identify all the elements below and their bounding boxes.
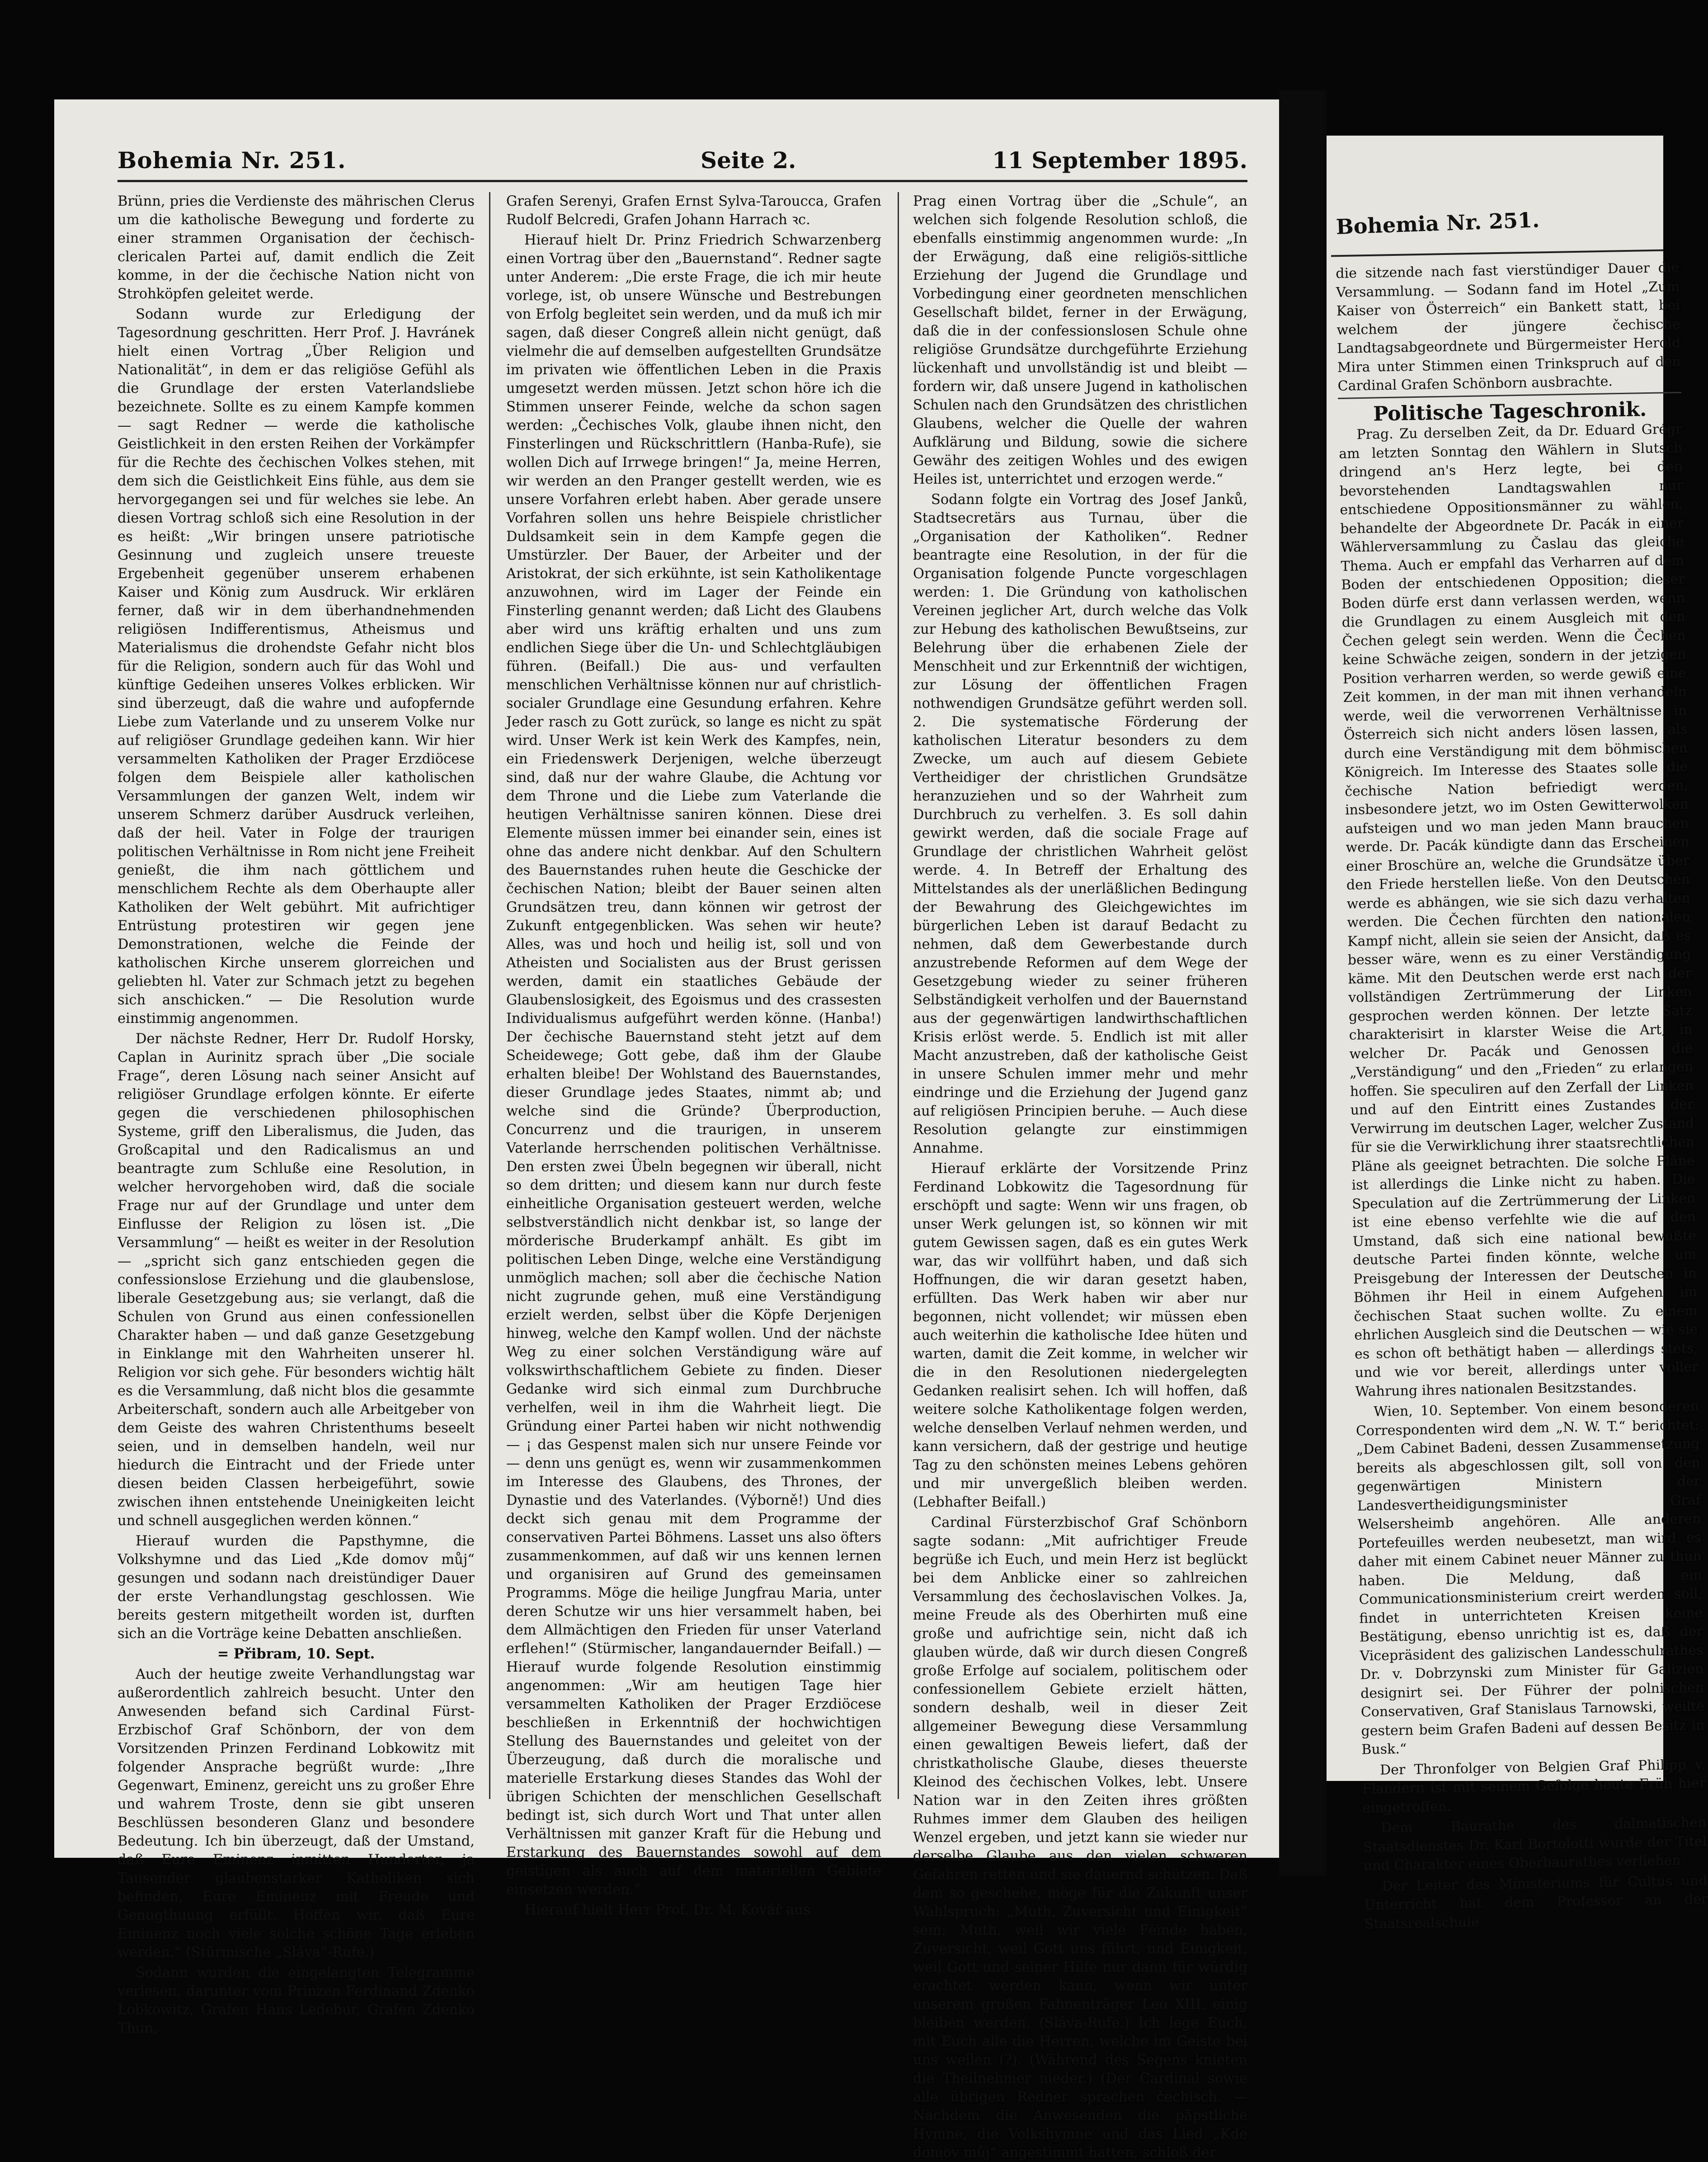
paragraph: Sodann wurden die eingelangten Telegramme verlesen, darunter vom Prinzen Ferdinand Zdenko Lobkowitz, Grafen Hans Ledebur, Grafen Zdenko Thun, [118,1965,475,2036]
paragraph: Cardinal Fürsterzbischof Graf Schönborn sagte sodann: „Mit aufrichtiger Freude begrüße ich Euch, und mein Herz ist beglückt bei dem Anblicke einer so zahlreichen Versammlung des čechoslavischen Volkes. Ja, meine Freude als des Oberhirten muß eine große und aufrichtige sein, nicht daß ich glauben würde, daß wir durch diesen Congreß große Erfolge auf socialem, politischem oder confessionellem Gebiete erzielt hätten, sondern deshalb, weil in dieser Zeit allgemeiner Bewegung diese Versammlung einen gewaltigen Beweis liefert, daß der christkatholische Glaube, dieses theuerste Kleinod des čechischen Volkes, lebt. Unsere Nation war in den Zeiten ihres größten Ruhmes immer dem Glauben des heiligen Wenzel ergeben, und jetzt kann sie wieder nur derselbe Glaube aus den vielen schweren Gefahren retten und sie dauernd schützen. Daß dem so geschehe, möge für die Zukunft unser Wahlspruch: „Muth, Zuversicht und Einigkeit“ sein; Muth, weil wir viele Feinde haben, Zuversicht, weil Gott uns führt, und Einigkeit, weil Gott und seiner Hilfe nur dann für würdig erachtet werden kann, wenn wir unter unserem großen Fahnenträger Leo XIII. einig bleiben werden. (Sláva-Rufe.) Ich lege Euch, mit Euch alle die Herren, welche im Geiste bei uns weilen (?). (Während des Segens knieten die Theilnehmer nieder.) (Der Cardinal sowie alle übrigen Redner sprachen čechisch. — Nachdem die Anwesenden die päpstliche Hymne, die Volkshymne und das Lied „Kde domov můj“ angestimmt hatten, schloß der [913,1515,1247,2161]
column-divider [489,192,490,1799]
column-1 [118,192,475,2036]
paragraph: Dem Baurathe des dalmatischen Staatsdienstes Dr. Karl Bortolotti wurde der Titel und Charakter eines Oberbaurathes verliehen. [1363,1814,1707,1874]
paragraph: Hierauf hielt Dr. Prinz Friedrich Schwarzenberg einen Vortrag über den „Bauernstand“. Redner sagte unter Anderem: „Die erste Frage, die ich mir heute vorlege, ist, ob unsere Wünsche und Bestrebungen von Erfolg begleitet sein werden, und da muß ich mir sagen, daß dieser Congreß allein nicht genügt, daß vielmehr die auf demselben aufgestellten Grundsätze im privaten wie öffentlichen Leben in die Praxis umgesetzt werden müssen. Jetzt schon höre ich die Stimmen unserer Feinde, welche da schon sagen werden: „Čechisches Volk, glaube ihnen nicht, den Finsterlingen und Rückschrittlern (Hanba-Rufe), sie wollen Dich auf Irrwege bringen!“ Ja, meine Herren, wir werden an den Pranger gestellt werden, wie es unsere Vorfahren erlebt haben. Aber gerade unsere Vorfahren sollen uns hehre Beispiele christlicher Duldsamkeit sein in dem Kampfe gegen die Umstürzler. Der Bauer, der Arbeiter und der Aristokrat, der sich erkühnte, ist sein Katholikentage anzuwohnen, wird im Lager der Feinde ein Finsterling genannt werden; daß Licht des Glaubens aber wird uns kräftig erhalten und uns zum endlichen Siege über die Un- und Schlechtgläubigen führen. (Beifall.) Die aus- und verfaulten menschlichen Verhältnisse können nur auf christlich-socialer Grundlage eine Gesundung erfahren. Kehre Jeder rasch zu Gott zurück, so lange es nicht zu spät wird. Unser Werk ist kein Werk des Kampfes, nein, ein Friedenswerk Derjenigen, welche überzeugt sind, daß nur der wahre Glaube, die Achtung vor dem Throne und die Liebe zum Vaterlande die heutigen Verhältnisse saniren können. Diese drei Elemente müssen immer bei einander sein, eines ist ohne das andere nicht denkbar. Auf den Schultern des Bauernstandes ruhen heute die Geschicke der čechischen Nation; bleibt der Bauer seinen alten Grundsätzen treu, dann können wir getrost der Zukunft entgegenblicken. Was sehen wir heute? Alles, was und hoch und heilig ist, soll und von Atheisten und Socialisten aus der Brust gerissen werden, damit ein staatliches Gebäude der Glaubenslosigkeit, des Egoismus und des crassesten Individualismus aufgeführt werden könne. (Hanba!) Der čechische Bauernstand steht jetzt auf dem Scheidewege; Gott gebe, daß ihm der Glaube erhalten bleibe! Der Wohlstand des Bauernstandes, dieser Grundlage jedes Staates, nimmt ab; und welche sind die Gründe? Überproduction, Concurrenz und die traurigen, in unserem Vaterlande herrschenden politischen Verhältnisse. Den ersten zwei Übeln begegnen wir überall, nicht so dem dritten; und diesem kann nur durch feste einheitliche Organisation gesteuert werden, welche selbstverständlich nicht denkbar ist, so lange der mörderische Bruderkampf anhält. Es gibt im politischen Leben Dinge, welche eine Verständigung unmöglich machen; soll aber die čechische Nation nicht zugrunde gehen, muß eine Verständigung erzielt werden, selbst über die Köpfe Derjenigen hinweg, welche den Kampf wollen. Und der nächste Weg zu einer solchen Verständigung wäre auf volkswirthschaftlichem Gebiete zu finden. Dieser Gedanke wird sich einmal zum Durchbruche verhelfen, weil in ihm die Wahrheit liegt. Die Gründung einer Partei haben wir nicht nothwendig — ¡ das Gespenst malen sich nur unsere Feinde vor — denn uns genügt es, wenn wir zusammenkommen im Interesse des Glaubens, des Thrones, der Dynastie und des Vaterlandes. (Výborně!) Und dies deckt sich genau mit dem Programme der conservativen Partei Böhmens. Lasset uns also öfters zusammenkommen, auf daß wir uns kennen lernen und organisiren auf Grund des gemeinsamen Programms. Möge die heilige Jungfrau Maria, unter deren Schutze wir uns hier versammelt haben, bei dem Allmächtigen den Frieden für unser Vaterland erflehen!“ (Stürmischer, langandauernder Beifall.) — Hierauf wurde folgende Resolution einstimmig angenommen: „Wir am heutigen Tage hier versammelten Katholiken der Prager Erzdiöcese beschließen in Erkenntniß der hochwichtigen Stellung des Bauernstandes und geleitet von der Überzeugung, daß durch die moralische und materielle Erstarkung dieses Standes das Wohl der übrigen Schichten der menschlichen Gesellschaft bedingt ist, sich durch Wort und That unter allen Verhältnissen mit ganzer Kraft für die Hebung und Erstarkung des Bauernstandes sowohl auf dem geistigen als auch auf dem materiellen Gebiete einsetzen werden.“ [506,232,881,1898]
header-date: 11 September 1895. [992,147,1247,174]
right-page-masthead: Bohemia Nr. 251. [1336,207,1540,239]
paragraph: Hierauf erklärte der Vorsitzende Prinz Ferdinand Lobkowitz die Tagesordnung für erschöpft und sagte: Wenn wir uns fragen, ob unser Werk gelungen ist, so können wir mit gutem Gewissen sagen, daß es ein gutes Werk war, das wir vollführt haben, und daß sich Hoffnungen, die wir daran gesetzt haben, erfüllten. Das Werk haben wir aber nur begonnen, nicht vollendet; wir müssen eben auch weiterhin die katholische Idee hüten und warten, damit die Zeit komme, in welcher wir die in den Resolutionen niedergelegten Gedanken realisirt sehen. Ich will hoffen, daß weitere solche Katholikentage folgen werden, welche denselben Verlauf nehmen werden, und kann versichern, daß der gestrige und heutige Tag zu den schönsten meines Lebens gehören und mir unvergeßlich bleiben werden. (Lebhafter Beifall.) [913,1161,1247,1510]
header-rule [1331,250,1663,257]
paragraph: Auch der heutige zweite Verhandlungstag war außerordentlich zahlreich besucht. Unter den Anwesenden befand sich Cardinal Fürst-Erzbischof Graf Schönborn, der von dem Vorsitzenden Prinzen Ferdinand Lobkowitz mit folgender Ansprache begrüßt wurde: „Ihre Gegenwart, Eminenz, gereicht uns zu großer Ehre und wahrem Troste, denn sie gibt unseren Beschlüssen besonderen Glanz und besondere Bedeutung. Ich bin überzeugt, daß der Umstand, daß Eure Eminenz inmitten Hunderter, ja Tausender glaubenstarker Katholiken sich befinden, Eure Eminenz mit Freude und Genugthuung erfüllt. Hoffen wir, daß Eure Eminenz noch viele solche schöne Tage erleben werden.“ (Stürmische „Sláva“-Rufe.) [118,1667,475,1960]
paragraph: Prag. Zu derselben Zeit, da Dr. Eduard Grégr am letzten Sonntag den Wählern in Slutsch dringend an's Herz legte, bei den bevorstehenden Landtagswahlen nur entschiedene Oppositionsmänner zu wählen, behandelte der Abgeordnete Dr. Pacák in einer Wählerversammlung zu Časlau das gleiche Thema. Auch er empfahl das Verharren auf dem Boden der entschiedenen Opposition; dieser Boden dürfe erst dann verlassen werden, wenn die Grundlagen zu einem Ausgleich mit den Čechen gelegt sein werden. Wenn die Čechen keine Schwäche zeigen, sondern in der jetzigen Position verharren werden, so werde gewiß eine Zeit kommen, in der man mit ihnen verhandeln werde, weil die verworrenen Verhältnisse in Österreich sich nicht anders lösen lassen, als durch eine Verständigung mit dem böhmischen Königreich. Im Interesse des Staates solle die čechische Nation befriedigt werden, insbesondere jetzt, wo im Osten Gewitterwolken aufsteigen und wo man jeden Mann brauchen werde. Dr. Pacák kündigte dann das Erscheinen einer Broschüre an, welche die Grundsätze über den Friede herstellen ließe. Von den Deutschen werde es abhängen, wie sie sich dazu verhalten werden. Die Čechen fürchten den nationalen Kampf nicht, allein sie seien der Ansicht, daß es besser wäre, wenn es zu einer Verständigung käme. Mit den Deutschen werde erst nach der vollständigen Zertrümmerung der Linken gesprochen werden können. Der letzte Satz charakterisirt in klarster Weise die Art, in welcher Dr. Pacák und Genossen die „Verständigung“ und den „Frieden“ zu erlangen hoffen. Sie speculiren auf den Zerfall der Linken und auf den Eintritt eines Zustandes der Verwirrung im deutschen Lager, welcher Zustand für sie die Verwirklichung ihrer staatsrechtlichen Pläne als geeignet betrachten. Die solche Pläne ist allerdings die Linke nicht zu haben. Die Speculation auf die Zertrümmerung der Linken ist eine ebenso verfehlte wie die auf den Umstand, daß sich eine national bewußte deutsche Partei finden könnte, welche um Preisgebung der Interessen der Deutschen in Böhmen ihr Heil in einem Aufgehen im čechischen Staat suchen wollte. Zu einem ehrlichen Ausgleich sind die Deutschen — wie sie es schon oft bethätigt haben — allerdings stets, und wie vor bereit, allerdings unter voller Wahrung ihres nationalen Besitzstandes. [1339,421,1699,1400]
page-header [118,147,1247,183]
column-divider [898,192,899,1799]
paragraph: die sitzende nach fast vierstündiger Dauer die Versammlung. — Sodann fand im Hotel „Zum Kaiser von Österreich“ ein Bankett statt, bei welchem der jüngere čechische Landtagsabgeordnete und Bürgermeister Herold Mira unter Stimmen einen Trinkspruch auf den Cardinal Grafen Schönborn ausbrachte. [1336,259,1681,394]
right-page-column [1336,259,1708,1936]
dateline: = Přibram, 10. Sept. [217,1646,375,1662]
paragraph: Hierauf wurden die Papsthymne, die Volkshymne und das Lied „Kde domov můj“ gesungen und sodann nach dreistündiger Dauer der erste Verhandlungstag geschlossen. Wie bereits gestern mitgetheilt worden ist, durften sich an die Vorträge keine Debatten anschließen. [118,1533,475,1642]
paragraph: Der Leiter des Ministeriums für Cultus und Unterricht hat dem Professor an der Staatsrealschule [1364,1872,1708,1932]
newspaper-page-right [1327,136,1708,1932]
paragraph: Brünn, pries die Verdienste des mährischen Clerus um die katholische Bewegung und forderte zu einer strammen Organisation der čechisch-clericalen Partei auf, damit endlich die Zeit komme, in der die čechische Nation nicht von Strohköpfen geleitet werde. [118,193,475,302]
paragraph: Der nächste Redner, Herr Dr. Rudolf Horsky, Caplan in Aurinitz sprach über „Die sociale Frage“, deren Lösung nach seiner Ansicht auf religiöser Grundlage erfolgen könnte. Er eiferte gegen die verschiedenen philosophischen Systeme, griff den Liberalismus, die Juden, das Großcapital und den Radicalismus an und beantragte zum Schluße eine Resolution, in welcher hervorgehoben wird, daß die sociale Frage nur auf der Grundlage und unter dem Einflusse der Religion zu lösen ist. „Die Versammlung“ — heißt es weiter in der Resolution — „spricht sich ganz entschieden gegen die confessionslose Erziehung und die glaubenslose, liberale Gesetzgebung aus; sie verlangt, daß die Schulen von Grund aus einen confessionellen Charakter haben — und daß ganze Gesetzgebung in Einklange mit den Wahrheiten unserer hl. Religion vor sich gehe. Für besonders wichtig hält es die Versammlung, daß nicht blos die gesammte Arbeiterschaft, sondern auch alle Arbeitgeber von dem Geiste des wahren Christenthums beseelt seien, und in demselben handeln, weil nur hiedurch die Eintracht und der Friede unter diesen beiden Classen herbeigeführt, sowie zwischen ihnen entstehende Uneinigkeiten leicht und schnell ausgeglichen werden können.“ [118,1031,475,1529]
newspaper-page-left [54,99,1279,2161]
paragraph: Der Thronfolger von Belgien Graf Philipp v. Flandern ist mit seinem Gefolge heute Früh hier eingetroffen. [1362,1756,1706,1816]
paragraph: Sodann folgte ein Vortrag des Josef Janků, Stadtsecretärs aus Turnau, über die „Organisation der Katholiken“. Redner beantragte eine Resolution, in der für die Organisation folgende Puncte vorgeschlagen werden: 1. Die Gründung von katholischen Vereinen jeglicher Art, durch welche das Volk zur Hebung des katholischen Bewußtseins, zur Belehrung über die erhabenen Ziele der Menschheit und zur Erkenntniß der wichtigen, zur Lösung der öffentlichen Fragen nothwendigen Grundsätze geführt werden soll. 2. Die systematische Förderung der katholischen Literatur besonders zu dem Zwecke, um auch auf diesem Gebiete Vertheidiger der christlichen Grundsätze heranzuziehen und so der Wahrheit zum Durchbruch zu verhelfen. 3. Es soll dahin gewirkt werden, daß die sociale Frage auf Grundlage der christlichen Wahrheit gelöst werde. 4. In Betreff der Erhaltung des Mittelstandes als der unerläßlichen Bedingung der Bewahrung des Gleichgewichtes im bürgerlichen Leben ist darauf Bedacht zu nehmen, daß dem Gewerbestande durch anzustrebende Reformen auf dem Wege der Gesetzgebung wieder zu seiner früheren Selbständigkeit verholfen und der Bauernstand aus der gegenwärtigen landwirthschaftlichen Krisis erlöst werde. 5. Endlich ist mit aller Macht anzustreben, daß der katholische Geist in unsere Schulen immer mehr und mehr eindringe und die Erziehung der Jugend ganz auf religiösen Principien beruhe. — Auch diese Resolution gelangte zur einstimmigen Annahme. [913,492,1247,1156]
column-3 [913,192,1247,2161]
column-2 [506,192,881,1918]
header-page-number: Seite 2. [701,147,796,174]
header-rule [118,180,1247,182]
header-masthead: Bohemia Nr. 251. [118,147,346,174]
paragraph: Prag einen Vortrag über die „Schule“, an welchen sich folgende Resolution schloß, die ebenfalls einstimmig angenommen wurde: „In der Erwägung, daß eine religiös-sittliche Erziehung der Jugend die Grundlage und Vorbedingung einer geordneten menschlichen Gesellschaft bildet, ferner in der Erwägung, daß die in der confessionslosen Schule ohne religiöse Grundsätze durchgeführte Erziehung lückenhaft und unvollständig ist und bleibt — fordern wir, daß unsere Jugend in katholischen Schulen nach den Grundsätzen des christlichen Glaubens, welcher die Quelle der wahren Aufklärung und Bildung, sowie die sichere Gewähr des zeitigen Wohles und des ewigen Heiles ist, unterrichtet und erzogen werde.“ [913,193,1247,487]
page-gutter [1279,90,1327,1876]
paragraph: Grafen Serenyi, Grafen Ernst Sylva-Taroucca, Grafen Rudolf Belcredi, Grafen Johann Harrach ꝛc. [506,193,881,228]
paragraph: Sodann wurde zur Erledigung der Tagesordnung geschritten. Herr Prof. J. Havránek hielt einen Vortrag „Über Religion und Nationalität“, in dem er das religiöse Gefühl als die Grundlage der ersten Vaterlandsliebe bezeichnete. Sollte es zu einem Kampfe kommen — sagt Redner — werde die katholische Geistlichkeit in den ersten Reihen der Vorkämpfer für die Rechte des čechischen Volkes stehen, mit dem sich die Geistlichkeit Eins fühle, aus dem sie hervorgegangen sei und für welches sie lebe. An diesen Vortrag schloß sich eine Resolution in der es heißt: „Wir bringen unsere patriotische Gesinnung und zugleich unsere treueste Ergebenheit gegenüber unserem erhabenen Kaiser und König zum Ausdruck. Wir erklären ferner, daß wir in dem überhandnehmenden religiösen Indifferentismus, Atheismus und Materialismus die drohendste Gefahr nicht blos für die Religion, sondern auch für das Wohl und künftige Gedeihen unseres Volkes erblicken. Wir sind überzeugt, daß die wahre und aufopfernde Liebe zum Vaterlande und zu unserem Volke nur auf religiöser Grundlage gedeihen kann. Wir hier versammelten Katholiken der Prager Erzdiöcese folgen dem Beispiele aller katholischen Versammlungen der ganzen Welt, indem wir unserem Schmerz darüber Ausdruck verleihen, daß der heil. Vater in Folge der traurigen politischen Verhältnisse in Rom nicht jene Freiheit genießt, die ihm nach göttlichem und menschlichem Rechte als dem Oberhaupte aller Katholiken der Welt gebührt. Mit aufrichtiger Entrüstung protestiren wir gegen jene Demonstrationen, welche die Feinde der katholischen Kirche unserem glorreichen und geliebten hl. Vater zur Schmach jetzt zu begehen sich anschicken.“ — Die Resolution wurde einstimmig angenommen. [118,306,475,1027]
paragraph: Hierauf hielt Herr Prof. Dr. M. Kovář aus [524,1902,810,1918]
paragraph: Wien, 10. September. Von einem besonderen Correspondenten wird dem „N. W. T.“ berichtet: „Dem Cabinet Badeni, dessen Zusammensetzung bereits als abgeschlossen gilt, soll von den gegenwärtigen Ministern der Landesvertheidigungsminister Graf Welsersheimb angehören. Alle anderen Portefeuilles werden neubesetzt, man wird es daher mit einem Cabinet neuer Männer zu thun haben. Die Meldung, daß ein Communicationsministerium creirt werden soll, findet in unterrichteten Kreisen keine Bestätigung, ebenso unrichtig ist es, daß der Vicepräsident des galizischen Landesschulrathes Dr. v. Dobrzynski zum Minister für Galizien designirt sei. Der Führer der polnischen Conservativen, Graf Stanislaus Tarnowski, weilte gestern beim Grafen Badeni auf dessen Besitz in Busk.“ [1355,1398,1705,1758]
section-title: Politische Tageschronik. [1338,391,1682,424]
